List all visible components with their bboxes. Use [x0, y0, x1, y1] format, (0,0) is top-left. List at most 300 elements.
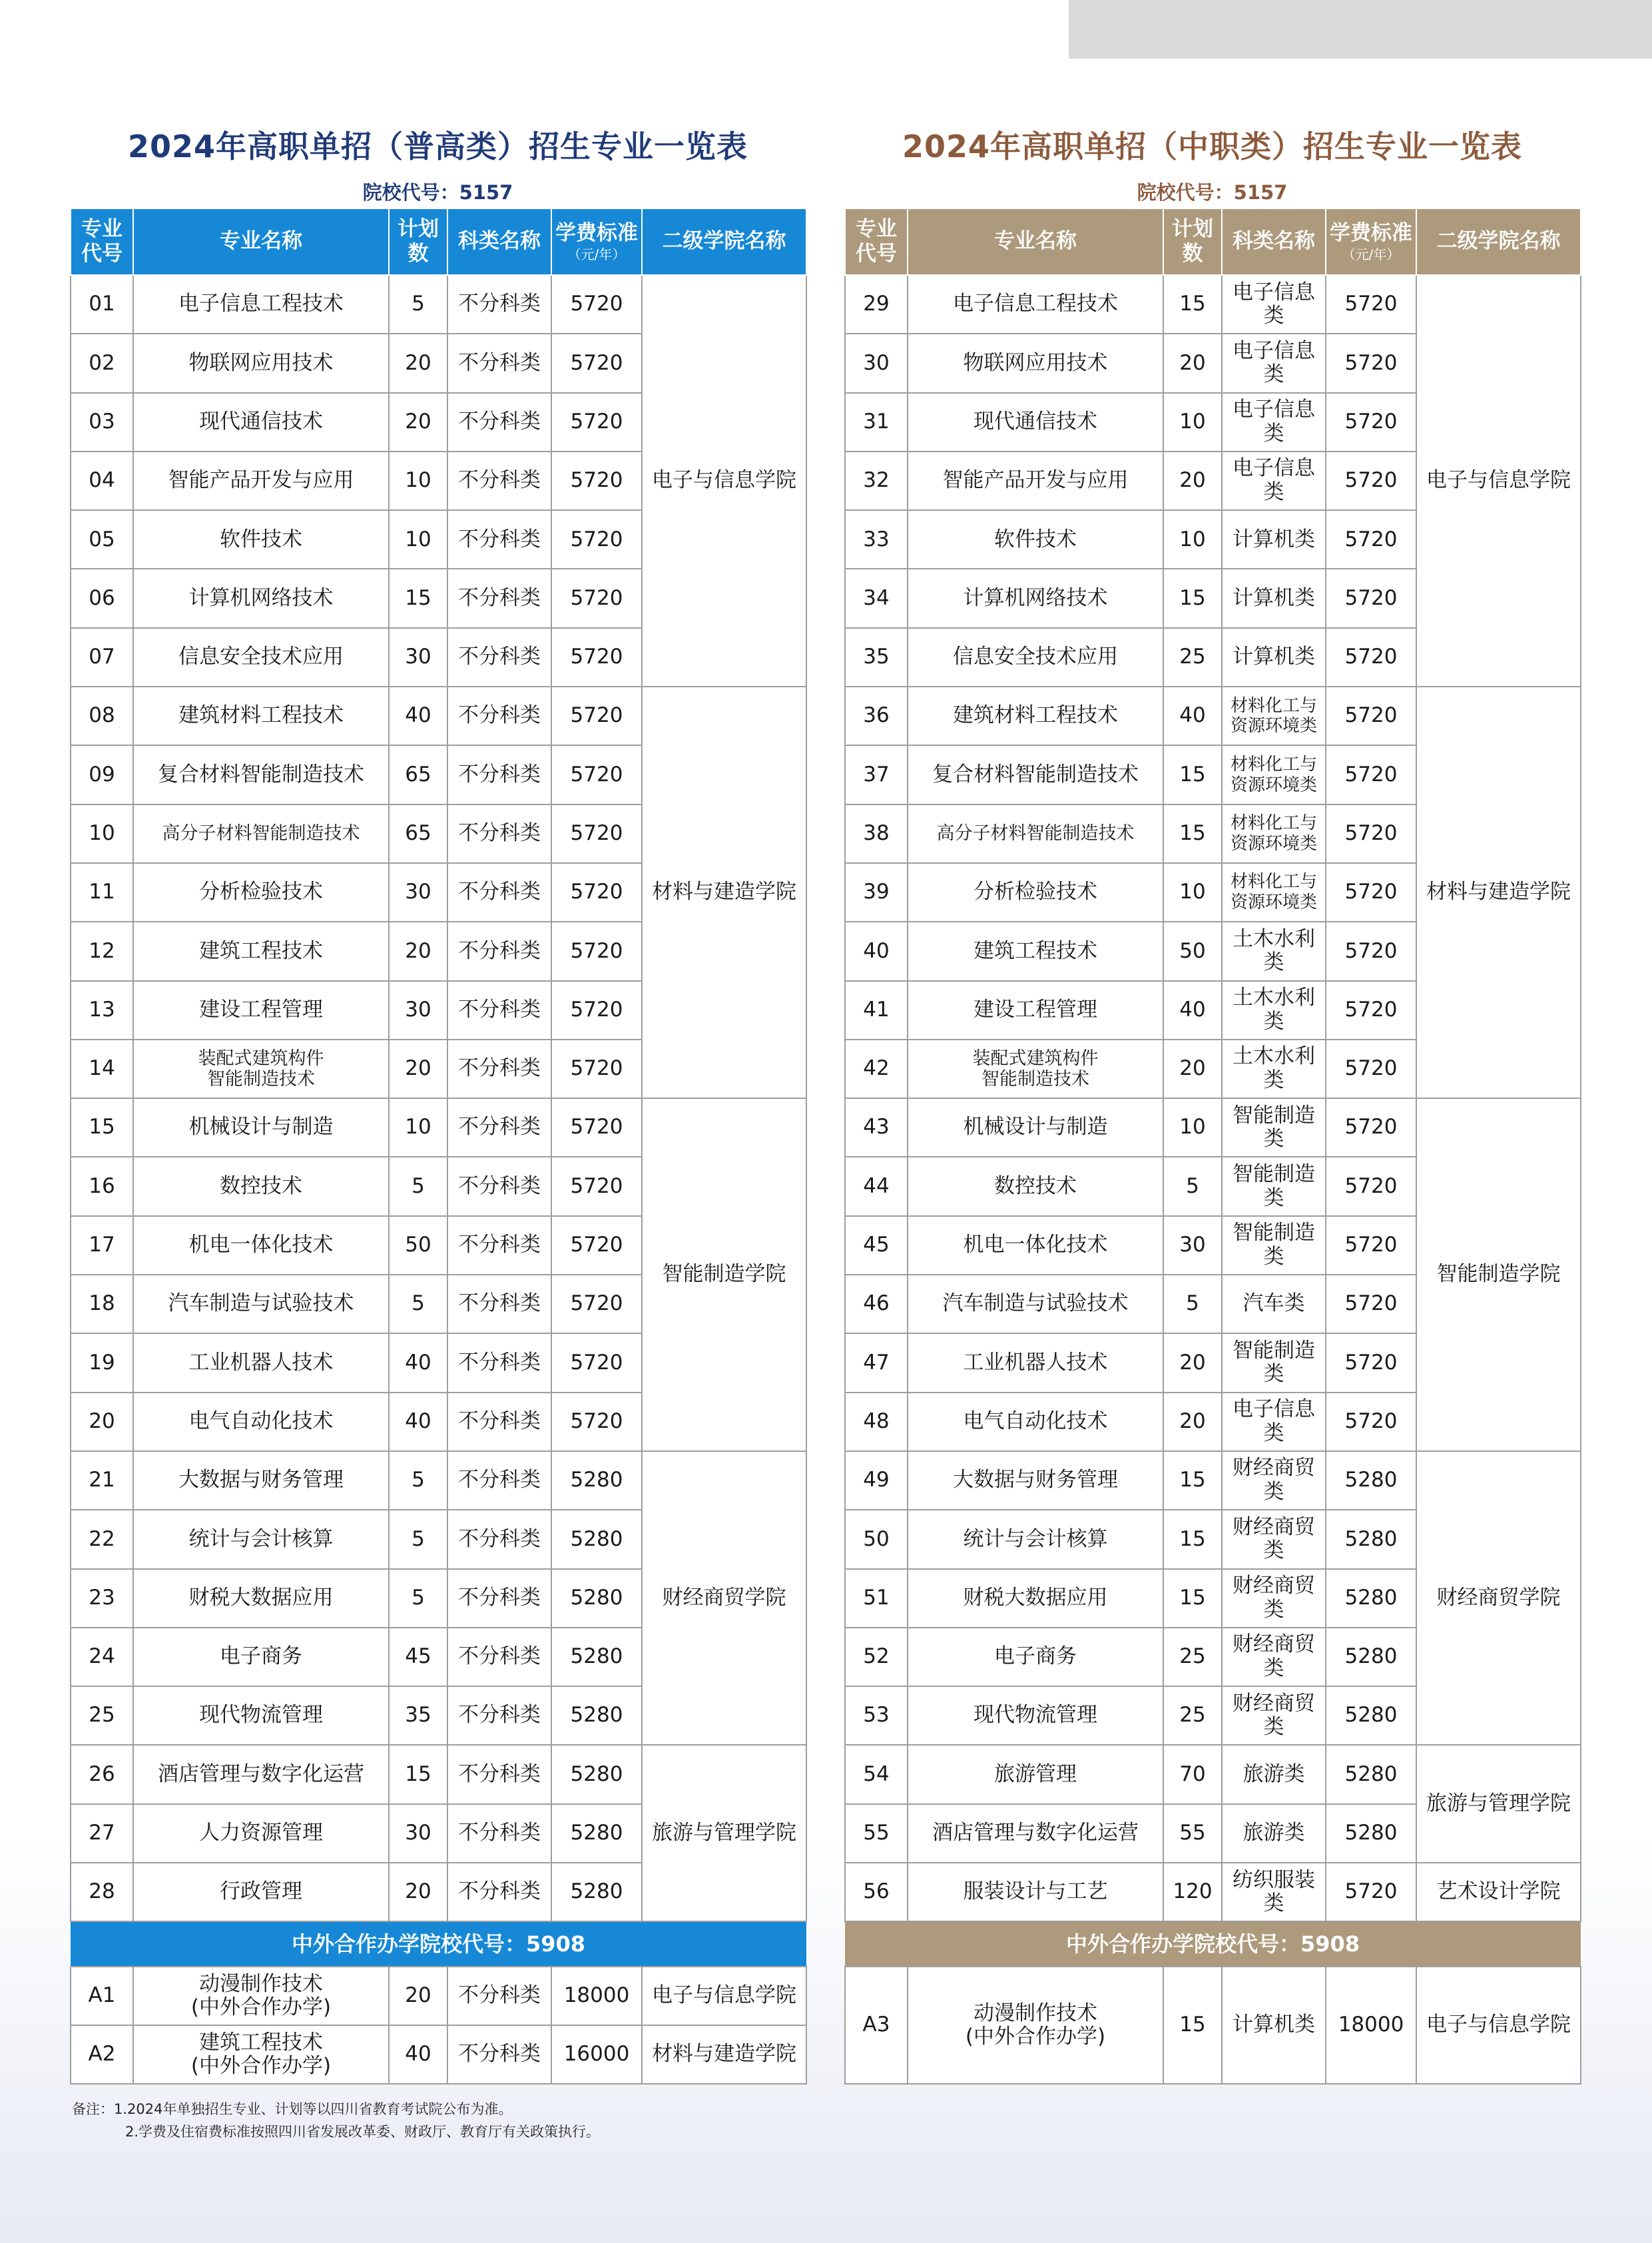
major-name: 计算机网络技术	[133, 569, 389, 627]
header-tuition: 学费标准 （元/年）	[551, 208, 642, 275]
tuition: 5720	[1326, 393, 1416, 452]
plan-count: 20	[389, 1967, 447, 2025]
tuition: 5720	[551, 804, 642, 863]
major-name: 统计与会计核算	[908, 1510, 1163, 1568]
category: 电子信息类	[1222, 393, 1326, 452]
plan-count: 30	[389, 981, 447, 1040]
college-name: 艺术设计学院	[1416, 1863, 1581, 1921]
college-name: 智能制造学院	[1416, 1098, 1581, 1451]
tuition: 5720	[1326, 922, 1416, 980]
school-code: 院校代号：5157	[362, 181, 513, 204]
college-name: 材料与建造学院	[642, 687, 806, 1098]
major-code: 31	[845, 393, 908, 452]
major-code: 13	[71, 981, 133, 1040]
major-name: 复合材料智能制造技术	[908, 745, 1163, 804]
coop-section-header	[71, 1921, 806, 1967]
major-name: 机电一体化技术	[908, 1216, 1163, 1275]
major-name: 智能产品开发与应用	[133, 452, 389, 510]
plan-count: 30	[389, 1804, 447, 1863]
major-name: 汽车制造与试验技术	[133, 1275, 389, 1333]
tuition: 5720	[551, 687, 642, 745]
major-code: 24	[71, 1628, 133, 1686]
tuition: 5720	[1326, 1157, 1416, 1215]
category: 不分科类	[447, 2025, 551, 2084]
plan-count: 30	[389, 863, 447, 922]
tuition: 5720	[551, 1393, 642, 1451]
major-name: 现代物流管理	[133, 1686, 389, 1745]
tuition: 5280	[551, 1863, 642, 1921]
category: 旅游类	[1222, 1745, 1326, 1803]
coop-school-code: 中外合作办学院校代号：5908	[71, 1921, 806, 1967]
top-decor-bar	[1069, 0, 1652, 59]
tuition: 5720	[551, 393, 642, 452]
tuition: 5280	[551, 1569, 642, 1628]
table-row	[845, 275, 1581, 334]
plan-count: 20	[1163, 1393, 1222, 1451]
major-name: 现代物流管理	[908, 1686, 1163, 1745]
tuition: 5720	[1326, 1040, 1416, 1098]
category: 不分科类	[447, 1275, 551, 1333]
tuition: 5720	[1326, 452, 1416, 510]
major-name: 建筑工程技术	[133, 922, 389, 980]
table-row	[71, 687, 806, 745]
category: 电子信息类	[1222, 1393, 1326, 1451]
major-name: 酒店管理与数字化运营	[133, 1745, 389, 1803]
plan-count: 10	[389, 1098, 447, 1157]
tuition: 5720	[1326, 1275, 1416, 1333]
major-code: 08	[71, 687, 133, 745]
major-name: 建筑材料工程技术	[908, 687, 1163, 745]
plan-count: 5	[389, 1510, 447, 1568]
plan-count: 25	[1163, 1628, 1222, 1686]
major-code: 01	[71, 275, 133, 334]
coop-table-row	[845, 1967, 1581, 2084]
category: 财经商贸类	[1222, 1686, 1326, 1745]
major-code: 49	[845, 1451, 908, 1510]
plan-count: 55	[1163, 1804, 1222, 1863]
header-major: 专业名称	[133, 208, 389, 275]
major-code: 29	[845, 275, 908, 334]
footnote-1: 备注：1.2024年单独招生专业、计划等以四川省教育考试院公布为准。	[72, 2101, 513, 2117]
category: 材料化工与 资源环境类	[1222, 804, 1326, 863]
major-code: 02	[71, 334, 133, 392]
tuition: 5720	[1326, 1393, 1416, 1451]
general-high-school-panel	[70, 120, 806, 2084]
category: 不分科类	[447, 745, 551, 804]
plan-count: 20	[1163, 452, 1222, 510]
plan-count: 5	[389, 1451, 447, 1510]
major-name: 建设工程管理	[908, 981, 1163, 1040]
table-row	[845, 687, 1581, 745]
college-name: 财经商贸学院	[1416, 1451, 1581, 1745]
table-row	[71, 1745, 806, 1803]
major-code: 55	[845, 1804, 908, 1863]
tuition: 18000	[1326, 1967, 1416, 2084]
college-name: 旅游与管理学院	[642, 1745, 806, 1921]
school-code: 院校代号：5157	[1137, 181, 1288, 204]
tuition: 5720	[1326, 745, 1416, 804]
tuition: 5720	[551, 1216, 642, 1275]
plan-count: 25	[1163, 1686, 1222, 1745]
major-code: 48	[845, 1393, 908, 1451]
tuition: 5280	[551, 1451, 642, 1510]
major-name: 人力资源管理	[133, 1804, 389, 1863]
tuition: 5720	[1326, 334, 1416, 392]
category: 不分科类	[447, 804, 551, 863]
category: 不分科类	[447, 452, 551, 510]
tuition: 5720	[1326, 863, 1416, 922]
plan-count: 25	[1163, 628, 1222, 687]
tuition: 5720	[551, 863, 642, 922]
category: 财经商贸类	[1222, 1628, 1326, 1686]
plan-count: 40	[389, 687, 447, 745]
major-code: 30	[845, 334, 908, 392]
major-code: 33	[845, 510, 908, 569]
tuition: 5720	[1326, 1333, 1416, 1392]
coop-table-row	[71, 1967, 806, 2025]
major-code: A2	[71, 2025, 133, 2084]
category: 不分科类	[447, 1967, 551, 2025]
category: 不分科类	[447, 1510, 551, 1568]
major-name: 大数据与财务管理	[908, 1451, 1163, 1510]
header-code: 专业代号	[845, 208, 908, 275]
category: 不分科类	[447, 1569, 551, 1628]
plan-count: 50	[1163, 922, 1222, 980]
major-name: 信息安全技术应用	[133, 628, 389, 687]
major-name: 工业机器人技术	[133, 1333, 389, 1392]
major-code: 21	[71, 1451, 133, 1510]
plan-count: 15	[1163, 275, 1222, 334]
major-code: 36	[845, 687, 908, 745]
plan-count: 10	[389, 452, 447, 510]
major-code: 42	[845, 1040, 908, 1098]
major-name: 机械设计与制造	[908, 1098, 1163, 1157]
plan-count: 50	[389, 1216, 447, 1275]
category: 计算机类	[1222, 569, 1326, 627]
major-name: 建筑工程技术	[908, 922, 1163, 980]
major-code: 22	[71, 1510, 133, 1568]
tuition: 16000	[551, 2025, 642, 2084]
category: 智能制造类	[1222, 1157, 1326, 1215]
plan-count: 120	[1163, 1863, 1222, 1921]
major-name: 数控技术	[908, 1157, 1163, 1215]
plan-count: 15	[1163, 745, 1222, 804]
plan-count: 20	[389, 922, 447, 980]
category: 纺织服装类	[1222, 1863, 1326, 1921]
majors-table	[70, 208, 807, 2084]
plan-count: 20	[389, 334, 447, 392]
plan-count: 5	[1163, 1275, 1222, 1333]
major-name: 分析检验技术	[908, 863, 1163, 922]
major-code: 06	[71, 569, 133, 627]
category: 土木水利类	[1222, 922, 1326, 980]
major-code: 39	[845, 863, 908, 922]
tuition: 5720	[551, 275, 642, 334]
footnotes	[72, 2098, 600, 2143]
plan-count: 15	[389, 1745, 447, 1803]
major-name: 软件技术	[133, 510, 389, 569]
major-code: 34	[845, 569, 908, 627]
category: 电子信息类	[1222, 334, 1326, 392]
tuition: 5720	[551, 452, 642, 510]
plan-count: 45	[389, 1628, 447, 1686]
tuition: 5720	[551, 1098, 642, 1157]
major-name: 机械设计与制造	[133, 1098, 389, 1157]
major-name: 电子信息工程技术	[908, 275, 1163, 334]
tuition: 5280	[551, 1628, 642, 1686]
tuition: 5280	[1326, 1804, 1416, 1863]
category: 不分科类	[447, 922, 551, 980]
category: 不分科类	[447, 1040, 551, 1098]
major-code: 14	[71, 1040, 133, 1098]
major-code: 09	[71, 745, 133, 804]
tuition: 5280	[551, 1510, 642, 1568]
major-code: 53	[845, 1686, 908, 1745]
major-name: 统计与会计核算	[133, 1510, 389, 1568]
major-code: 11	[71, 863, 133, 922]
header-plan: 计划数	[1163, 208, 1222, 275]
plan-count: 5	[389, 1157, 447, 1215]
major-name: 物联网应用技术	[908, 334, 1163, 392]
college-name: 财经商贸学院	[642, 1451, 806, 1745]
category: 不分科类	[447, 1451, 551, 1510]
major-code: 56	[845, 1863, 908, 1921]
major-code: 16	[71, 1157, 133, 1215]
major-code: 07	[71, 628, 133, 687]
tuition: 5720	[1326, 687, 1416, 745]
major-code: 25	[71, 1686, 133, 1745]
major-code: 19	[71, 1333, 133, 1392]
category: 财经商贸类	[1222, 1510, 1326, 1568]
major-name: 高分子材料智能制造技术	[133, 804, 389, 863]
major-name: 动漫制作技术 (中外合作办学)	[133, 1967, 389, 2025]
tuition: 5720	[551, 1275, 642, 1333]
major-code: 27	[71, 1804, 133, 1863]
tuition: 5720	[1326, 275, 1416, 334]
category: 不分科类	[447, 1333, 551, 1392]
coop-section-header	[845, 1921, 1581, 1967]
header-category: 科类名称	[1222, 208, 1326, 275]
tuition: 5280	[1326, 1451, 1416, 1510]
tuition: 5280	[1326, 1628, 1416, 1686]
major-name: 大数据与财务管理	[133, 1451, 389, 1510]
tuition: 5720	[1326, 510, 1416, 569]
category: 不分科类	[447, 1745, 551, 1803]
major-name: 现代通信技术	[908, 393, 1163, 452]
plan-count: 15	[389, 569, 447, 627]
coop-school-code: 中外合作办学院校代号：5908	[845, 1921, 1581, 1967]
tuition: 5720	[551, 569, 642, 627]
table-header-row	[71, 208, 806, 275]
major-name: 数控技术	[133, 1157, 389, 1215]
major-name: 计算机网络技术	[908, 569, 1163, 627]
major-name: 软件技术	[908, 510, 1163, 569]
major-code: 44	[845, 1157, 908, 1215]
major-name: 财税大数据应用	[133, 1569, 389, 1628]
plan-count: 30	[389, 628, 447, 687]
category: 不分科类	[447, 1098, 551, 1157]
category: 不分科类	[447, 628, 551, 687]
plan-count: 15	[1163, 1510, 1222, 1568]
major-code: 52	[845, 1628, 908, 1686]
major-code: 38	[845, 804, 908, 863]
category: 计算机类	[1222, 1967, 1326, 2084]
tuition: 5720	[551, 334, 642, 392]
major-code: 26	[71, 1745, 133, 1803]
major-code: 50	[845, 1510, 908, 1568]
major-name: 旅游管理	[908, 1745, 1163, 1803]
plan-count: 20	[389, 1863, 447, 1921]
major-name: 酒店管理与数字化运营	[908, 1804, 1163, 1863]
plan-count: 20	[389, 1040, 447, 1098]
table-header-row	[845, 208, 1581, 275]
table-row	[71, 1451, 806, 1510]
plan-count: 15	[1163, 1967, 1222, 2084]
category: 智能制造类	[1222, 1216, 1326, 1275]
major-name: 动漫制作技术 (中外合作办学)	[908, 1967, 1163, 2084]
major-code: A3	[845, 1967, 908, 2084]
plan-count: 10	[389, 510, 447, 569]
category: 不分科类	[447, 393, 551, 452]
major-name: 复合材料智能制造技术	[133, 745, 389, 804]
plan-count: 40	[389, 2025, 447, 2084]
major-name: 现代通信技术	[133, 393, 389, 452]
major-name: 财税大数据应用	[908, 1569, 1163, 1628]
category: 智能制造类	[1222, 1098, 1326, 1157]
major-name: 电子商务	[908, 1628, 1163, 1686]
plan-count: 70	[1163, 1745, 1222, 1803]
major-name: 物联网应用技术	[133, 334, 389, 392]
category: 汽车类	[1222, 1275, 1326, 1333]
major-name: 装配式建筑构件 智能制造技术	[908, 1040, 1163, 1098]
tuition: 5720	[551, 1157, 642, 1215]
college-name: 电子与信息学院	[1416, 275, 1581, 687]
tuition: 5720	[1326, 804, 1416, 863]
major-name: 行政管理	[133, 1863, 389, 1921]
major-code: 37	[845, 745, 908, 804]
category: 不分科类	[447, 1804, 551, 1863]
panel-title: 2024年高职单招（普高类）招生专业一览表	[127, 129, 748, 164]
tuition: 5280	[1326, 1745, 1416, 1803]
plan-count: 65	[389, 745, 447, 804]
majors-table	[844, 208, 1581, 2084]
category: 不分科类	[447, 1686, 551, 1745]
category: 材料化工与 资源环境类	[1222, 745, 1326, 804]
plan-count: 20	[1163, 1040, 1222, 1098]
major-code: 03	[71, 393, 133, 452]
footnote-2: 2.学费及住宿费标准按照四川省发展改革委、财政厅、教育厅有关政策执行。	[125, 2124, 601, 2140]
tuition: 5720	[551, 745, 642, 804]
major-name: 电气自动化技术	[133, 1393, 389, 1451]
major-code: 51	[845, 1569, 908, 1628]
plan-count: 5	[389, 1275, 447, 1333]
category: 不分科类	[447, 1863, 551, 1921]
table-row	[71, 1098, 806, 1157]
category: 旅游类	[1222, 1804, 1326, 1863]
plan-count: 15	[1163, 804, 1222, 863]
header-category: 科类名称	[447, 208, 551, 275]
major-code: 05	[71, 510, 133, 569]
major-name: 智能产品开发与应用	[908, 452, 1163, 510]
plan-count: 20	[1163, 1333, 1222, 1392]
major-name: 装配式建筑构件 智能制造技术	[133, 1040, 389, 1098]
major-code: 35	[845, 628, 908, 687]
tuition: 5720	[551, 922, 642, 980]
category: 财经商贸类	[1222, 1569, 1326, 1628]
tuition: 5280	[551, 1804, 642, 1863]
plan-count: 20	[389, 393, 447, 452]
table-row	[845, 1745, 1581, 1803]
header-tuition: 学费标准 （元/年）	[1326, 208, 1416, 275]
header-code: 专业代号	[71, 208, 133, 275]
major-name: 信息安全技术应用	[908, 628, 1163, 687]
category: 不分科类	[447, 687, 551, 745]
category: 计算机类	[1222, 628, 1326, 687]
major-name: 分析检验技术	[133, 863, 389, 922]
plan-count: 5	[389, 275, 447, 334]
tuition: 5280	[551, 1745, 642, 1803]
plan-count: 65	[389, 804, 447, 863]
plan-count: 15	[1163, 1451, 1222, 1510]
category: 土木水利类	[1222, 1040, 1326, 1098]
major-code: 40	[845, 922, 908, 980]
major-code: 15	[71, 1098, 133, 1157]
tuition: 5720	[551, 1040, 642, 1098]
tuition: 5720	[1326, 1863, 1416, 1921]
tuition: 5720	[1326, 1216, 1416, 1275]
plan-count: 10	[1163, 1098, 1222, 1157]
plan-count: 10	[1163, 393, 1222, 452]
major-code: 18	[71, 1275, 133, 1333]
major-name: 电气自动化技术	[908, 1393, 1163, 1451]
plan-count: 15	[1163, 1569, 1222, 1628]
category: 电子信息类	[1222, 452, 1326, 510]
category: 不分科类	[447, 1157, 551, 1215]
category: 不分科类	[447, 863, 551, 922]
header-major: 专业名称	[908, 208, 1163, 275]
category: 不分科类	[447, 275, 551, 334]
vocational-school-panel	[844, 120, 1580, 2084]
major-code: A1	[71, 1967, 133, 2025]
category: 不分科类	[447, 510, 551, 569]
table-row	[845, 1098, 1581, 1157]
major-code: 28	[71, 1863, 133, 1921]
major-code: 41	[845, 981, 908, 1040]
plan-count: 10	[1163, 510, 1222, 569]
plan-count: 40	[1163, 981, 1222, 1040]
category: 不分科类	[447, 981, 551, 1040]
category: 不分科类	[447, 569, 551, 627]
category: 智能制造类	[1222, 1333, 1326, 1392]
college-name: 电子与信息学院	[642, 275, 806, 687]
category: 不分科类	[447, 334, 551, 392]
college-name: 电子与信息学院	[642, 1967, 806, 2025]
header-college: 二级学院名称	[1416, 208, 1581, 275]
major-code: 12	[71, 922, 133, 980]
tuition: 5720	[1326, 981, 1416, 1040]
tuition: 5720	[1326, 628, 1416, 687]
major-code: 46	[845, 1275, 908, 1333]
major-name: 机电一体化技术	[133, 1216, 389, 1275]
tuition: 5720	[551, 510, 642, 569]
college-name: 电子与信息学院	[1416, 1967, 1581, 2084]
college-name: 智能制造学院	[642, 1098, 806, 1451]
major-name: 汽车制造与试验技术	[908, 1275, 1163, 1333]
major-name: 电子商务	[133, 1628, 389, 1686]
major-code: 32	[845, 452, 908, 510]
tuition: 5280	[551, 1686, 642, 1745]
plan-count: 15	[1163, 569, 1222, 627]
